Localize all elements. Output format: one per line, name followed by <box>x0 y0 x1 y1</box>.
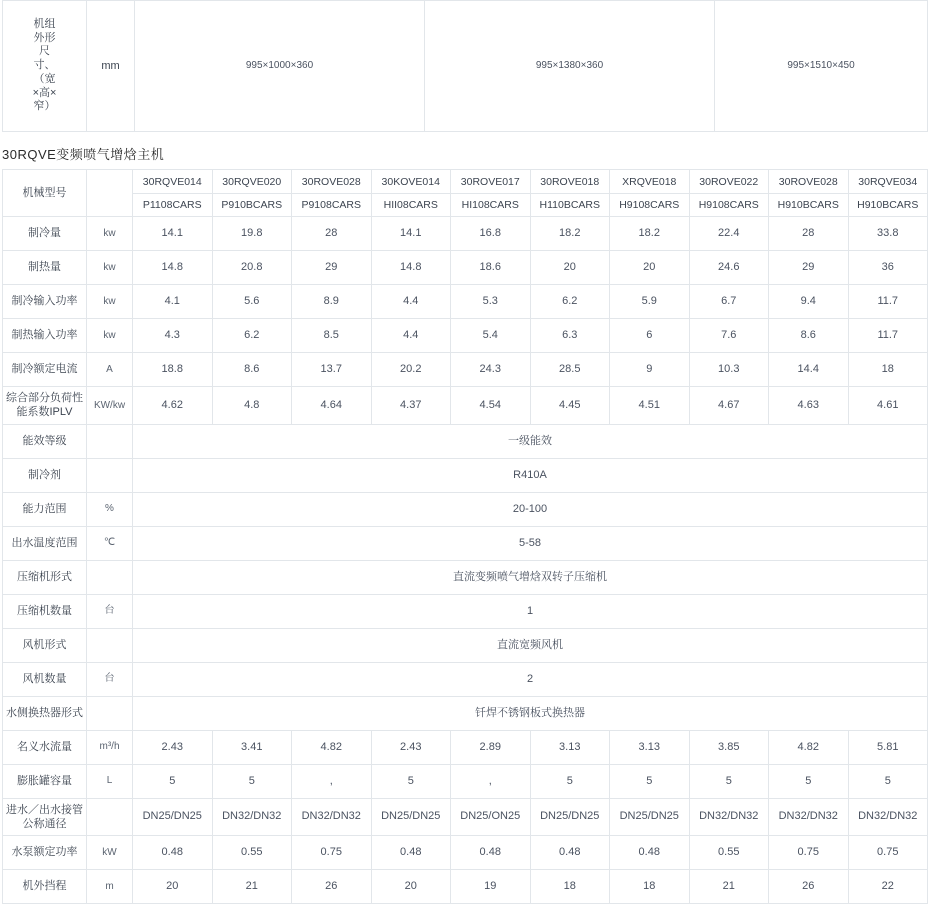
cell-value: 16.8 <box>451 217 531 251</box>
cell-value: 4.61 <box>848 387 928 425</box>
cell-value: 24.6 <box>689 251 769 285</box>
cell-value: 6.2 <box>212 319 292 353</box>
cell-value: 14.1 <box>371 217 451 251</box>
row-label: 制热输入功率 <box>3 319 87 353</box>
cell-value: 6.2 <box>530 285 610 319</box>
cell-value: 29 <box>769 251 849 285</box>
row-label: 进水／出水接管公称通径 <box>3 798 87 836</box>
cell-value: 4.51 <box>610 387 690 425</box>
model-column-1 <box>133 170 213 217</box>
cell-value: 2.43 <box>371 730 451 764</box>
cell-value: DN25/DN25 <box>610 798 690 836</box>
cell-value: 19 <box>451 870 531 904</box>
dimension-value-1: 995×1000×360 <box>135 1 425 132</box>
cell-value: 5.4 <box>451 319 531 353</box>
row-label: 制冷剂 <box>3 458 87 492</box>
table-row <box>3 424 928 458</box>
dimension-value-3: 995×1510×450 <box>715 1 928 132</box>
cell-value: 4.3 <box>133 319 213 353</box>
cell-value: 13.7 <box>292 353 372 387</box>
cell-value-span: 2 <box>133 662 928 696</box>
cell-value: 4.4 <box>371 285 451 319</box>
row-unit: m³/h <box>87 730 133 764</box>
row-label: 水侧换热器形式 <box>3 696 87 730</box>
cell-value: 18.6 <box>451 251 531 285</box>
row-label: 能效等级 <box>3 424 87 458</box>
cell-value: 22.4 <box>689 217 769 251</box>
cell-value: 4.64 <box>292 387 372 425</box>
cell-value: 9.4 <box>769 285 849 319</box>
cell-value: 18.2 <box>610 217 690 251</box>
cell-value: 5 <box>610 764 690 798</box>
table-row <box>3 353 928 387</box>
table-row <box>3 662 928 696</box>
cell-value: DN25/DN25 <box>530 798 610 836</box>
row-unit: kw <box>87 251 133 285</box>
row-unit <box>87 560 133 594</box>
cell-value: 8.6 <box>212 353 292 387</box>
cell-value: 0.55 <box>689 836 769 870</box>
cell-value: 0.48 <box>371 836 451 870</box>
row-label: 压缩机形式 <box>3 560 87 594</box>
cell-value: 4.67 <box>689 387 769 425</box>
section-title: 30RQVE变频喷气增焓主机 <box>2 147 165 162</box>
model-column-5 <box>451 170 531 217</box>
cell-value: 5 <box>848 764 928 798</box>
cell-value: 21 <box>212 870 292 904</box>
cell-value: DN25/ON25 <box>451 798 531 836</box>
dimensions-table <box>2 0 928 132</box>
row-unit: 台 <box>87 662 133 696</box>
row-label: 制冷输入功率 <box>3 285 87 319</box>
cell-value: 33.8 <box>848 217 928 251</box>
cell-value-span: R410A <box>133 458 928 492</box>
model-code-line1: 30RQVE034 <box>849 171 928 194</box>
cell-value: , <box>292 764 372 798</box>
row-unit: kw <box>87 285 133 319</box>
cell-value: 5.3 <box>451 285 531 319</box>
model-code-line1: 30KOVE014 <box>372 171 451 194</box>
model-code-line2: HI108CARS <box>461 198 519 211</box>
header-unit <box>87 170 133 217</box>
model-column-9 <box>769 170 849 217</box>
row-label: 制冷量 <box>3 217 87 251</box>
cell-value: 29 <box>292 251 372 285</box>
cell-value: 14.4 <box>769 353 849 387</box>
cell-value: 0.48 <box>530 836 610 870</box>
cell-value: 20.8 <box>212 251 292 285</box>
cell-value: 5 <box>212 764 292 798</box>
row-label: 风机数量 <box>3 662 87 696</box>
table-row <box>3 696 928 730</box>
table-row <box>3 628 928 662</box>
cell-value: 4.62 <box>133 387 213 425</box>
row-unit: L <box>87 764 133 798</box>
cell-value: 0.48 <box>610 836 690 870</box>
cell-value: 7.6 <box>689 319 769 353</box>
cell-value: DN32/DN32 <box>848 798 928 836</box>
cell-value: 20.2 <box>371 353 451 387</box>
row-unit <box>87 696 133 730</box>
cell-value: 5.81 <box>848 730 928 764</box>
cell-value: DN32/DN32 <box>689 798 769 836</box>
row-label: 水泵额定功率 <box>3 836 87 870</box>
cell-value: 28 <box>769 217 849 251</box>
cell-value: 8.6 <box>769 319 849 353</box>
cell-value-span: 钎焊不锈钢板式换热器 <box>133 696 928 730</box>
cell-value: 22 <box>848 870 928 904</box>
cell-value: 4.82 <box>769 730 849 764</box>
cell-value: 11.7 <box>848 319 928 353</box>
header-label-model: 机械型号 <box>3 170 87 217</box>
cell-value: 3.13 <box>530 730 610 764</box>
row-label: 名义水流量 <box>3 730 87 764</box>
cell-value: 5.9 <box>610 285 690 319</box>
row-unit: kw <box>87 319 133 353</box>
cell-value: 0.75 <box>769 836 849 870</box>
cell-value: 10.3 <box>689 353 769 387</box>
table-row <box>3 387 928 425</box>
row-unit: 台 <box>87 594 133 628</box>
cell-value: 26 <box>769 870 849 904</box>
cell-value: 0.75 <box>292 836 372 870</box>
cell-value: 8.9 <box>292 285 372 319</box>
model-code-line2: H910BCARS <box>777 198 839 211</box>
row-label: 压缩机数量 <box>3 594 87 628</box>
cell-value: 4.45 <box>530 387 610 425</box>
cell-value-span: 5-58 <box>133 526 928 560</box>
cell-value: 4.8 <box>212 387 292 425</box>
row-unit: A <box>87 353 133 387</box>
model-code-line2: P910BCARS <box>221 198 283 211</box>
cell-value: 5.6 <box>212 285 292 319</box>
row-label: 制冷额定电流 <box>3 353 87 387</box>
model-code-line1: 30ROVE028 <box>292 171 371 194</box>
cell-value-span: 直流宽频风机 <box>133 628 928 662</box>
model-code-line1: 30ROVE022 <box>690 171 769 194</box>
model-code-line1: 30ROVE028 <box>769 171 848 194</box>
row-label: 能力范围 <box>3 492 87 526</box>
cell-value: 18.2 <box>530 217 610 251</box>
cell-value: 21 <box>689 870 769 904</box>
row-unit <box>87 424 133 458</box>
table-row <box>3 285 928 319</box>
model-code-line2: H110BCARS <box>539 198 600 211</box>
model-column-3 <box>292 170 372 217</box>
cell-value: 4.82 <box>292 730 372 764</box>
cell-value: 5 <box>371 764 451 798</box>
cell-value: 20 <box>610 251 690 285</box>
cell-value: 20 <box>530 251 610 285</box>
row-unit <box>87 628 133 662</box>
model-code-line2: H9108CARS <box>698 198 759 211</box>
cell-value: 4.37 <box>371 387 451 425</box>
model-column-7 <box>610 170 690 217</box>
model-column-2 <box>212 170 292 217</box>
model-code-line1: 30ROVE017 <box>451 171 530 194</box>
table-row <box>3 836 928 870</box>
cell-value: 5 <box>530 764 610 798</box>
row-label: 机外挡程 <box>3 870 87 904</box>
cell-value: 9 <box>610 353 690 387</box>
cell-value: 20 <box>371 870 451 904</box>
model-code-line2: HII08CARS <box>383 198 438 211</box>
cell-value: 4.54 <box>451 387 531 425</box>
row-unit: kW <box>87 836 133 870</box>
row-unit: kw <box>87 217 133 251</box>
table-row <box>3 594 928 628</box>
row-unit <box>87 458 133 492</box>
row-unit <box>87 798 133 836</box>
table-row <box>3 870 928 904</box>
cell-value: 5 <box>769 764 849 798</box>
table-row <box>3 730 928 764</box>
model-code-line2: H910BCARS <box>857 198 919 211</box>
cell-value: 26 <box>292 870 372 904</box>
cell-value: 0.48 <box>451 836 531 870</box>
cell-value: 18 <box>848 353 928 387</box>
cell-value: 3.41 <box>212 730 292 764</box>
cell-value: 2.89 <box>451 730 531 764</box>
table-row <box>3 1 928 132</box>
model-code-line2: P9108CARS <box>301 198 362 211</box>
cell-value: 14.1 <box>133 217 213 251</box>
cell-value: 24.3 <box>451 353 531 387</box>
cell-value: 0.75 <box>848 836 928 870</box>
table-row <box>3 251 928 285</box>
cell-value: 14.8 <box>371 251 451 285</box>
cell-value: DN32/DN32 <box>769 798 849 836</box>
model-column-6 <box>530 170 610 217</box>
row-label: 风机形式 <box>3 628 87 662</box>
row-unit: KW/kw <box>87 387 133 425</box>
table-row <box>3 526 928 560</box>
cell-value: 11.7 <box>848 285 928 319</box>
table-row <box>3 798 928 836</box>
table-row <box>3 458 928 492</box>
cell-value: DN25/DN25 <box>133 798 213 836</box>
cell-value-span: 20-100 <box>133 492 928 526</box>
row-label-dimensions: 机组外形尺寸、（宽×高×窄） <box>3 1 87 132</box>
cell-value: 3.13 <box>610 730 690 764</box>
row-unit: ℃ <box>87 526 133 560</box>
cell-value: DN32/DN32 <box>212 798 292 836</box>
row-label: 出水温度范围 <box>3 526 87 560</box>
cell-value: 28.5 <box>530 353 610 387</box>
table-row <box>3 217 928 251</box>
table-row <box>3 764 928 798</box>
cell-value: DN32/DN32 <box>292 798 372 836</box>
cell-value: 18 <box>530 870 610 904</box>
table-row <box>3 560 928 594</box>
cell-value: 6 <box>610 319 690 353</box>
model-code-line1: 30RQVE020 <box>213 171 292 194</box>
cell-value: 18 <box>610 870 690 904</box>
cell-value: 6.7 <box>689 285 769 319</box>
dimension-value-2: 995×1380×360 <box>425 1 715 132</box>
cell-value: 3.85 <box>689 730 769 764</box>
model-code-line1: 30ROVE018 <box>531 171 610 194</box>
cell-value: 14.8 <box>133 251 213 285</box>
cell-value: 4.1 <box>133 285 213 319</box>
row-unit-dimensions: mm <box>87 1 135 132</box>
model-column-4 <box>371 170 451 217</box>
cell-value-span: 直流变频喷气增焓双转子压缩机 <box>133 560 928 594</box>
specs-table <box>2 169 928 904</box>
row-label: 制热量 <box>3 251 87 285</box>
cell-value: 28 <box>292 217 372 251</box>
cell-value: 2.43 <box>133 730 213 764</box>
cell-value: 19.8 <box>212 217 292 251</box>
cell-value: 4.63 <box>769 387 849 425</box>
cell-value: DN25/DN25 <box>371 798 451 836</box>
model-column-8 <box>689 170 769 217</box>
cell-value: 0.55 <box>212 836 292 870</box>
model-code-line2: P1108CARS <box>142 198 202 211</box>
table-row <box>3 492 928 526</box>
cell-value: 5 <box>689 764 769 798</box>
cell-value: 36 <box>848 251 928 285</box>
cell-value: 20 <box>133 870 213 904</box>
model-column-10 <box>848 170 928 217</box>
cell-value: 8.5 <box>292 319 372 353</box>
cell-value: 18.8 <box>133 353 213 387</box>
row-label: 综合部分负荷性能系数IPLV <box>3 387 87 425</box>
model-code-line2: H9108CARS <box>619 198 680 211</box>
model-code-line1: XRQVE018 <box>610 171 689 194</box>
cell-value: 6.3 <box>530 319 610 353</box>
cell-value: , <box>451 764 531 798</box>
table-header-row <box>3 170 928 217</box>
table-row <box>3 319 928 353</box>
row-unit: % <box>87 492 133 526</box>
cell-value: 5 <box>133 764 213 798</box>
model-code-line1: 30RQVE014 <box>133 171 212 194</box>
cell-value: 0.48 <box>133 836 213 870</box>
row-unit: m <box>87 870 133 904</box>
row-label: 膨胀罐容量 <box>3 764 87 798</box>
cell-value-span: 一级能效 <box>133 424 928 458</box>
cell-value: 4.4 <box>371 319 451 353</box>
cell-value-span: 1 <box>133 594 928 628</box>
